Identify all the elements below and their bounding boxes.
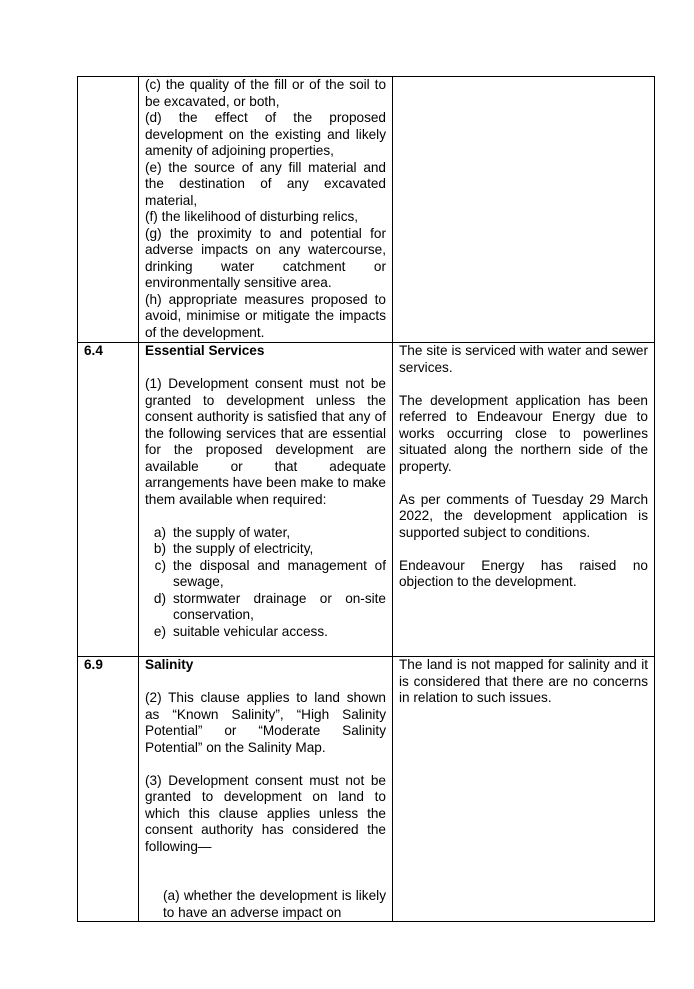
clause-item: (c) the quality of the fill or of the soil to be excavated, or both, (145, 77, 386, 109)
clause-item: (g) the proximity to and potential for adverse impacts on any watercourse, drinking water catchment or environmentally sensitive area. (145, 225, 386, 290)
list-item: e) suitable vehicular access. (153, 623, 328, 639)
clause-text-cell (139, 77, 393, 343)
list-item: b) the supply of electricity, (153, 541, 314, 556)
comment-paragraph: The development application has been referred to Endeavour Energy due to works occurring close to powerlines situated along the northern side of the property. (399, 392, 648, 474)
clause-item: (d) the effect of the proposed development on the existing and likely amenity of adjoining properties, (145, 110, 386, 158)
clause-heading: Salinity (145, 657, 194, 672)
table-row (78, 77, 655, 343)
comment-cell (393, 77, 655, 343)
comment-paragraph: The land is not mapped for salinity and it is considered that there are no concerns in relation to such issues. (399, 657, 648, 705)
list-item: c) the disposal and management of sewage, (154, 557, 386, 589)
clause-heading: Essential Services (145, 343, 265, 358)
list-item: d) stormwater drainage or on-site conservation, (153, 590, 386, 622)
clause-paragraph: (1) Development consent must not be granted to development unless the consent authority is satisfied that any of the following services that are essential for the proposed development are available or that adequate arrangements have been make to make them available when required: (145, 376, 386, 507)
clause-paragraph: (2) This clause applies to land shown as “Known Salinity”, “High Salinity Potential” or “Moderate Salinity Potential” on the Salinity Map. (145, 690, 386, 755)
comment-paragraph: As per comments of Tuesday 29 March 2022, the development application is supported subject to conditions. (399, 491, 648, 540)
clause-paragraph: (3) Development consent must not be granted to development on land to which this clause applies unless the consent authority has considered the following— (145, 772, 386, 854)
clause-number-cell (78, 77, 139, 343)
comment-cell (393, 657, 655, 922)
comment-cell (393, 343, 655, 657)
clause-number: 6.9 (78, 657, 139, 922)
comment-paragraph: Endeavour Energy has raised no objection to the development. (399, 557, 648, 589)
list-item: a) the supply of water, (153, 524, 291, 540)
clause-item: (f) the likelihood of disturbing relics, (145, 209, 359, 224)
comment-paragraph: The site is serviced with water and sewer services. (399, 343, 648, 375)
clause-sub-item: (a) whether the development is likely to have an adverse impact on (163, 888, 386, 920)
clause-text-cell (139, 657, 393, 922)
clause-item: (h) appropriate measures proposed to avoid, minimise or mitigate the impacts of the development. (145, 291, 386, 340)
clause-number: 6.4 (78, 343, 139, 657)
clause-item: (e) the source of any fill material and the destination of any excavated material, (145, 159, 386, 208)
planning-assessment-table (77, 76, 655, 922)
clause-text-cell (139, 343, 393, 657)
table-row (78, 343, 655, 657)
services-list (145, 525, 386, 641)
table-row (78, 657, 655, 922)
